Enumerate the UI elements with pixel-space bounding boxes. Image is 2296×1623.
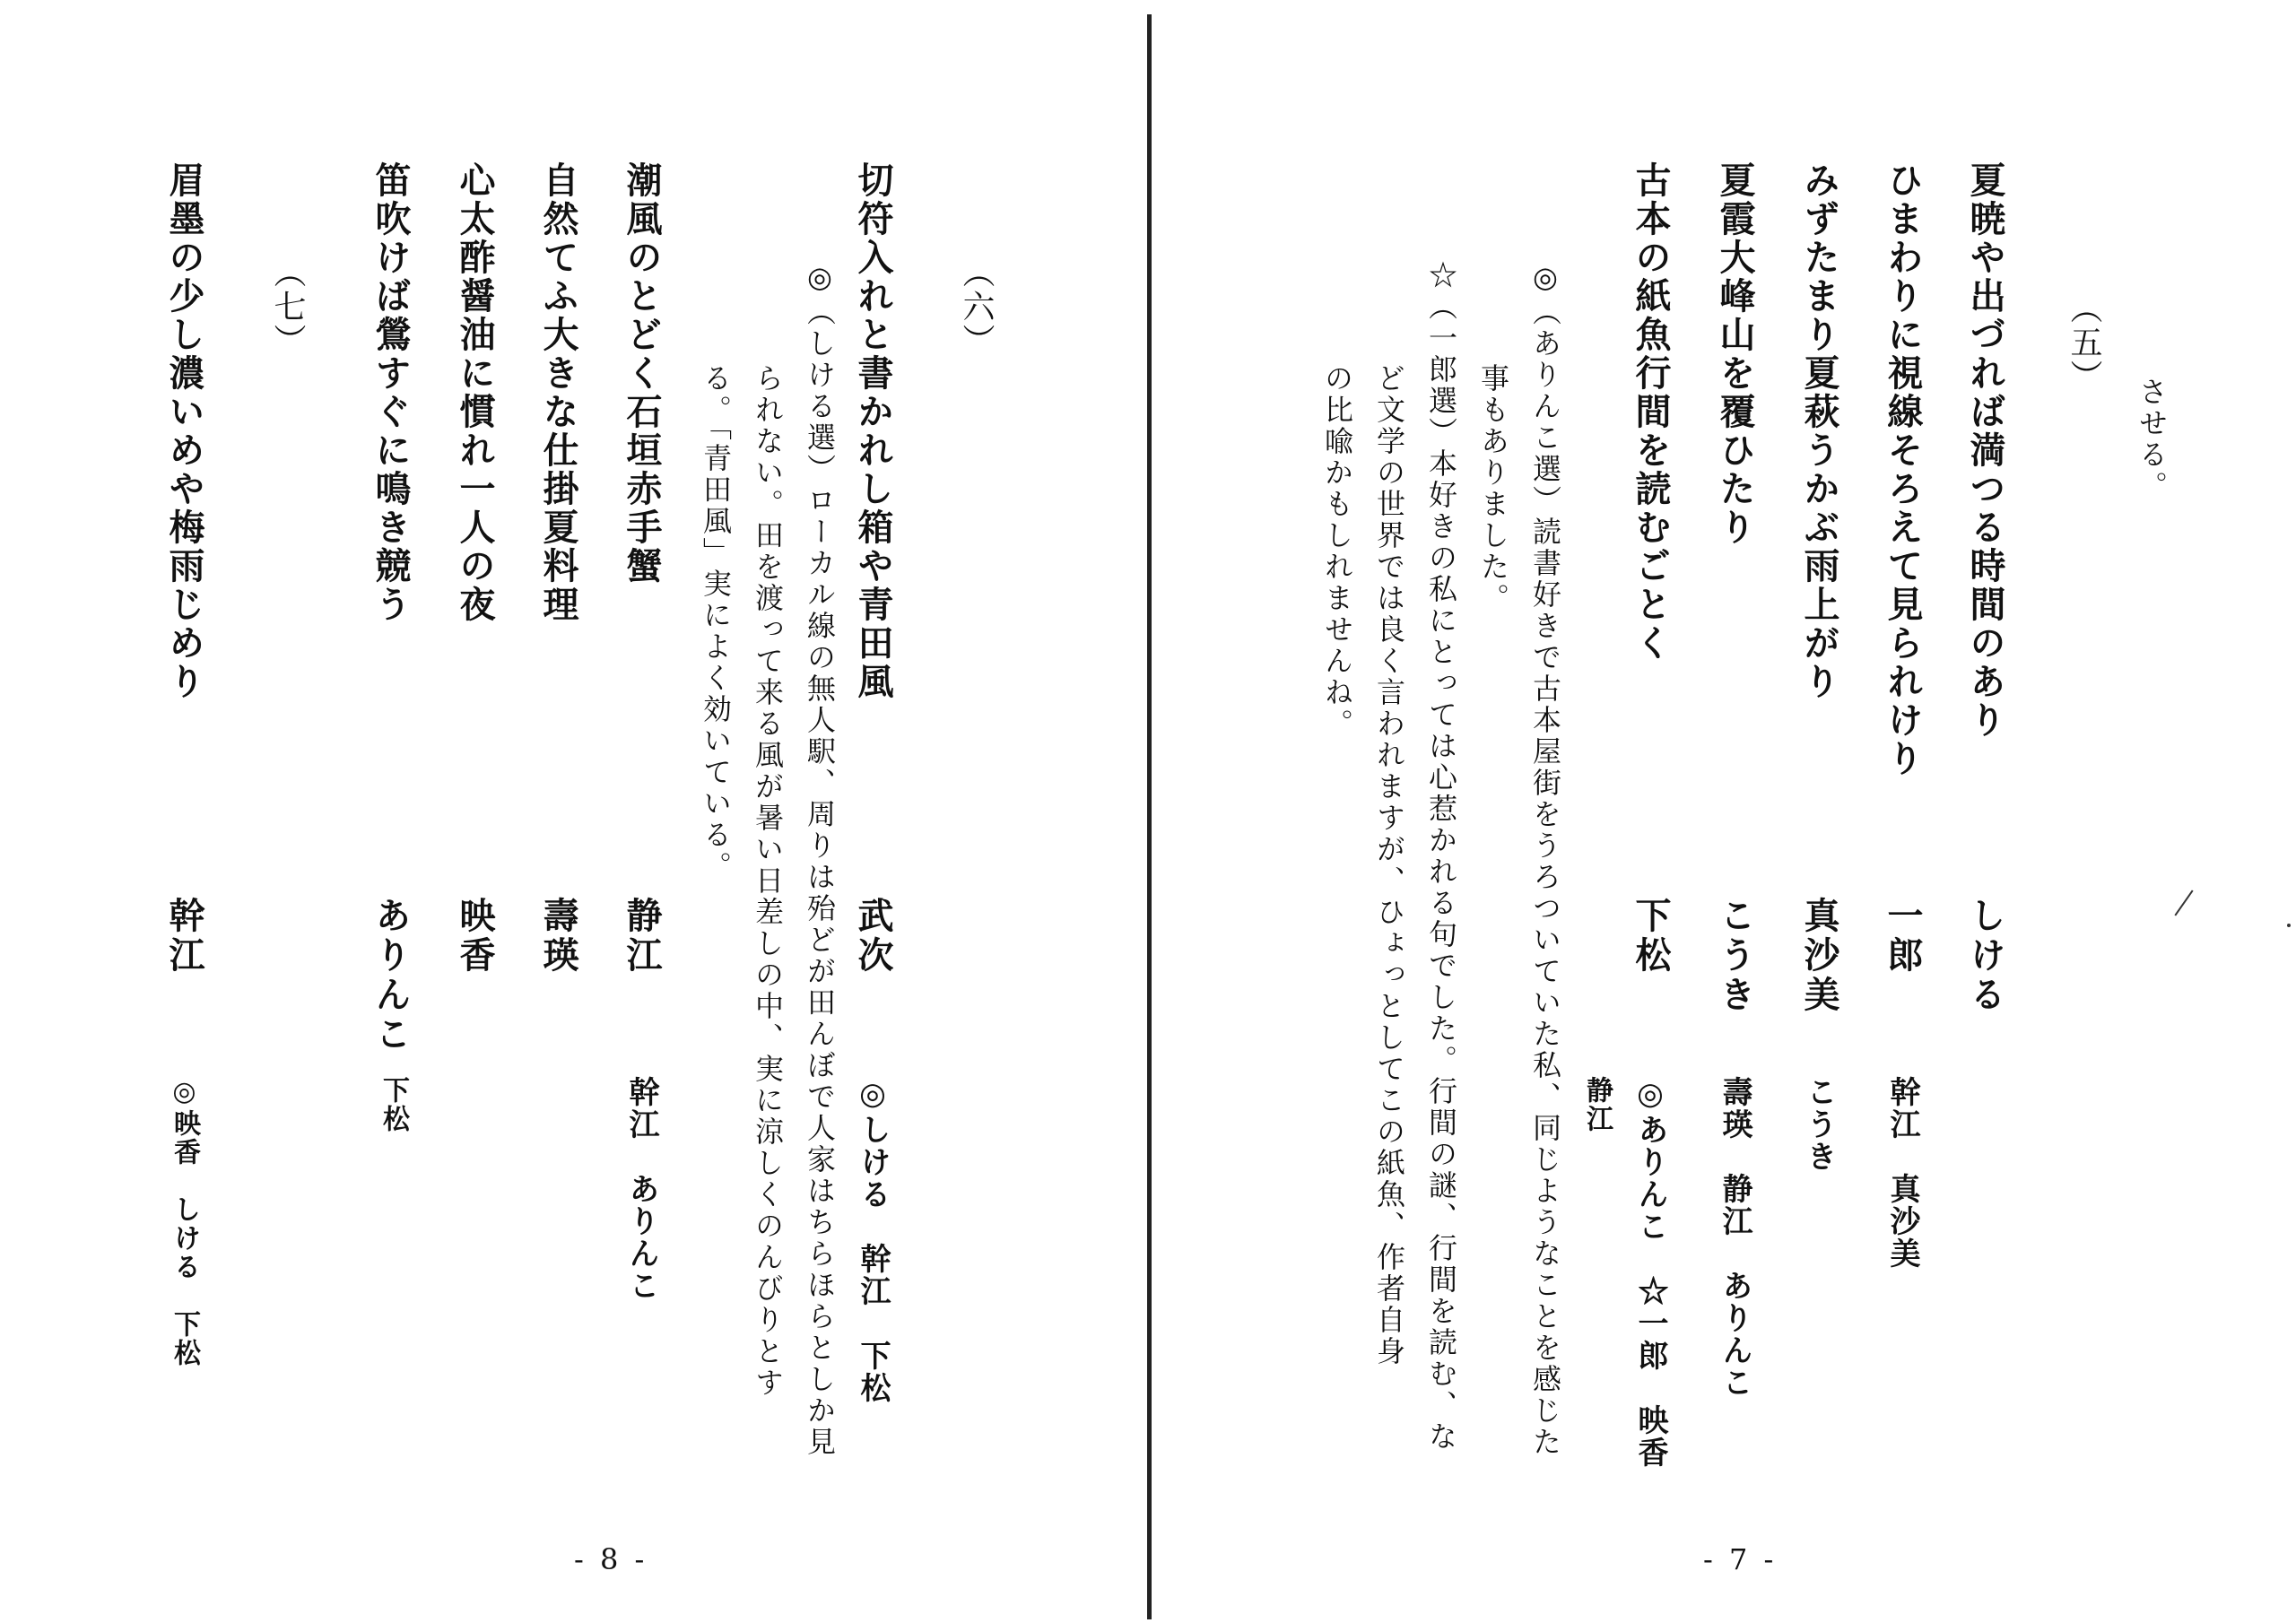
- haiku-text: 笛吹けば鶯すぐに鳴き競う: [370, 161, 412, 624]
- haiku-author: 幹江: [163, 897, 205, 976]
- comment-line: の比喩かもしれませんね。: [1320, 363, 1354, 740]
- haiku-selectors: 幹江 ありんこ: [623, 1076, 659, 1302]
- page-number: - 8 -: [574, 1542, 648, 1576]
- comment-line: ◎（ありんこ選）読書好きで古本屋街をうろついていた私、同じようなことを感じた: [1528, 260, 1562, 1458]
- haiku-text: みずたまり夏萩うかぶ雨上がり: [1798, 161, 1840, 701]
- haiku-author: 映香: [454, 897, 496, 976]
- haiku-selectors: ◎映香 しける 下松: [169, 1076, 200, 1367]
- haiku-text: 眉墨の少し濃いめや梅雨じめり: [163, 161, 205, 701]
- haiku-author: 壽瑛: [537, 897, 579, 976]
- haiku-author: 下松: [1630, 897, 1672, 976]
- haiku-text: 切符入れと書かれし箱や青田風: [852, 161, 894, 701]
- haiku-author: 真沙美: [1798, 897, 1840, 1015]
- haiku-selectors: 下松: [378, 1076, 409, 1133]
- haiku-author: 一郎: [1882, 897, 1924, 976]
- haiku-text: 潮風のとどく石垣赤手蟹: [621, 161, 663, 586]
- section-6-title: （六）: [958, 256, 995, 358]
- comment-line: ど文学の世界では良く言われますが、ひょっとしてこの紙魚、作者自身: [1372, 363, 1406, 1367]
- haiku-text: 自然てふ大きな仕掛夏料理: [537, 161, 579, 624]
- section-7-title: （七）: [269, 256, 306, 358]
- haiku-author: ありんこ: [370, 897, 412, 1055]
- haiku-author: しける: [1964, 897, 2006, 1015]
- scan-dot: [2287, 924, 2291, 927]
- haiku-author: 武次: [852, 897, 894, 976]
- haiku-text: 心太酢醤油に慣れ一人の夜: [454, 161, 496, 624]
- page-number: - 7 -: [1703, 1542, 1778, 1576]
- comment-line: ◎（しける選）ローカル線の無人駅、周りは殆どが田んぼで人家はちらほらとしか見: [803, 260, 837, 1458]
- haiku-selectors: 幹江 真沙美: [1884, 1076, 1920, 1270]
- scan-mark: [2174, 890, 2193, 916]
- section-5-title: （五）: [2066, 291, 2102, 394]
- comment-line: る。「青田風」実によく効いている。: [699, 363, 733, 882]
- haiku-selectors: 壽瑛 静江 ありんこ: [1717, 1076, 1752, 1399]
- comment-line: 事もありました。: [1476, 363, 1510, 614]
- comment-line: ☆（一郎選）本好きの私にとっては心惹かれる句でした。行間の謎、行間を読む、な: [1424, 260, 1458, 1453]
- haiku-text: ひまわりに視線そろえて見られけり: [1882, 161, 1924, 778]
- haiku-text: 夏暁や出づれば満つる時間のあり: [1964, 161, 2006, 740]
- continuation-text: させる。: [2135, 377, 2169, 502]
- haiku-selectors: ◎しける 幹江 下松: [855, 1076, 891, 1404]
- page-7: [1152, 0, 2296, 1623]
- haiku-selectors: ◎ありんこ ☆一郎 映香: [1632, 1076, 1668, 1469]
- haiku-selectors: こうき: [1801, 1076, 1837, 1173]
- haiku-author: 静江: [621, 897, 663, 976]
- haiku-text: 夏霞大峰山を覆ひたり: [1714, 161, 1756, 547]
- comment-line: られない。田を渡って来る風が暑い日差しの中、実に涼しくのんびりとす: [751, 363, 785, 1399]
- haiku-text: 古本の紙魚行間を読むごとく: [1630, 161, 1672, 663]
- haiku-selectors-extra: 静江: [1581, 1076, 1613, 1133]
- haiku-author: こうき: [1714, 897, 1756, 1015]
- page-8: [0, 0, 1147, 1623]
